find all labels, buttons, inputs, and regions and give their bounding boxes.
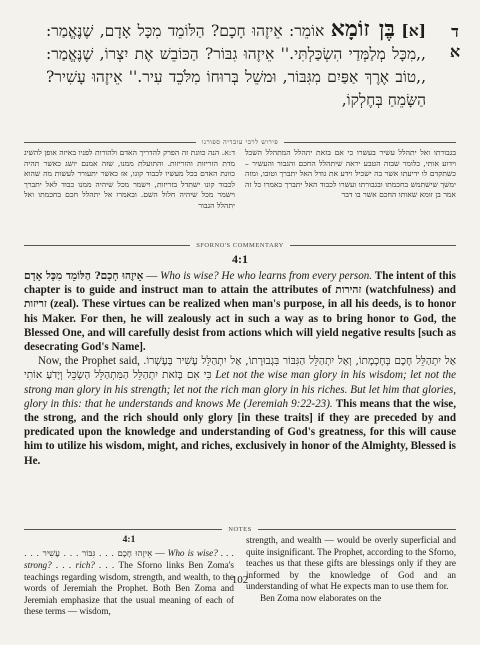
notes-title: NOTES: [228, 526, 252, 533]
margin-chapter-markers: [446, 22, 464, 62]
notes-col-left: [24, 535, 234, 645]
notes-header: [24, 526, 456, 533]
mishnah-number: [א]: [401, 21, 426, 40]
sage-name: בֶּן זוֹמָא: [330, 16, 395, 42]
sforno-hebrew-col-left: בגבורתו ואל יתהלל עשיר בעשרו כי אם בזאת יתהלל המתהלל השכל וידוע אותי, כלומר שבזה הטבע יראה שיתהלל החכם והגבור והעשיר – כשתקדם לו ידיעתו אשר בה ישכיל וידע את גודל האל יתברך וטובו, ומזה ימשך שישתמש בחכמתו ובגבורתו ועשרו לכבוד האל יתברך כאמרו כל זה אמר בן זומא שאותו החכם אשר בו דבר: [245, 148, 456, 199]
note-paragraph: . . . אֵיזֶהוּ חָכָם . . . גִּבּוֹר . . . עָשִׁיר — Who is wise? . . . strong? . . . rich? . . . The Sforno links Ben Zoma's teachings regarding wisdom, strength, and wealth, to the words of Jeremiah the Prophet. Both Ben Zoma and Jeremiah emphasize that the usual meaning of each of these terms — wisdom,: [24, 547, 235, 616]
divider: [24, 245, 190, 246]
sforno-commentary-title: SFORNO'S COMMENTARY: [196, 242, 284, 249]
notes-verse-number: 4:1: [122, 535, 136, 545]
text: The intent of this chapter is to guide and instruct man to attain the attributes of: [24, 270, 456, 297]
divider: [24, 142, 196, 143]
divider: [24, 529, 222, 530]
sforno-hebrew-header: [24, 138, 456, 146]
quote-hebrew: אַל יִתְהַלֵּל חָכָם בְּחָכְמָתוֹ, וְאַל יִתְהַלֵּל הַגִּבּוֹר בִּגְבוּרָתוֹ, אַל יִתְהַלֵּל עָשִׁיר בְּעָשְׁרוֹ. כִּי אִם בְּזֹאת יִתְהַלֵּל הַמִּתְהַלֵּל הַשְׂכֵּל וְיָדֹעַ אוֹתִי: [24, 355, 456, 382]
note-lemma-english: Who is wise? . . . strong? . . . rich? . . .: [24, 547, 235, 570]
term-hebrew: זריזות: [24, 298, 47, 311]
chapter-letter: ד: [451, 22, 459, 41]
lemma-hebrew: אֵיזֶהוּ חָכָם? הַלּוֹמֵד מִכָּל אָדָם: [24, 270, 144, 282]
divider: [290, 245, 456, 246]
mishnah-text: [46, 18, 426, 112]
lemma-english: Who is wise? He who learns from every person.: [160, 270, 373, 282]
commentary-paragraph: אֵיזֶהוּ חָכָם? הַלּוֹמֵד מִכָּל אָדָם — Who is wise? He who learns from every person. The intent of this chapter is to guide and instruct man to attain the attributes of זהירות (watchfulness) and זריזות (zeal). These virtues can be realized when man's purpose, in all his deeds, is to honor his Maker. For then, he will zealously act in such a way as to bring honor to God, the Blessed One, and will carefully desist from actions which will yield negative results [such as desecrating God's Name].: [24, 270, 456, 354]
notes-body: [24, 535, 456, 645]
commentary-paragraph: [24, 354, 456, 468]
mishnah-block: [24, 16, 461, 136]
note-lemma-hebrew: . . . אֵיזֶהוּ חָכָם . . . גִּבּוֹר . . . עָשִׁיר: [24, 548, 153, 559]
page: [24, 16, 461, 616]
sforno-hebrew-columns: [24, 148, 456, 240]
term-hebrew: זהירות: [335, 284, 362, 297]
text: This means that the wise, the strong, and the rich should only glory [in these traits] if they are preceded by and predicated upon the knowledge and understanding of God's greatness, for this will cause him to utilize his wisdom, might, and riches, exclusively in honor of the Almighty, Blessed is He.: [24, 397, 456, 467]
note-paragraph: strength, and wealth — would be overly superficial and quite insignificant. The Prophet, according to the Sforno, teaches us that these gifts are blessings only if they are informed by the knowledge of God and an understanding of what He expects man to use them for.: [246, 535, 456, 591]
text: The Sforno links Ben Zoma's teachings regarding wisdom, strength, and wealth, to the words of Jeremiah the Prophet. Both Ben Zoma and Jeremiah emphasize that the usual meaning of each of these terms — wisdom,: [24, 560, 234, 616]
mishnah-letter: א: [449, 42, 461, 61]
quote-english: Let not the wise man glory in his wisdom; let not the strong man glory in his strength; let not the rich man glory in his riches. But let him that glories, glory in this: that he understands and knows Me (Jeremiah 9:22-23).: [24, 369, 456, 410]
note-paragraph: Ben Zoma now elaborates on the: [260, 592, 382, 603]
commentary-body: [24, 269, 456, 524]
commentary-verse-number: 4:1: [232, 252, 248, 266]
divider: [284, 142, 456, 143]
sforno-hebrew-title: פירוש לרבי עובדיה ספורנו: [201, 138, 279, 146]
notes-col-right: [246, 535, 456, 645]
divider: [258, 529, 456, 530]
mishnah-body: אוֹמֵר: אֵיזֶהוּ חָכָם? הַלּוֹמֵד מִכָּל אָדָם, שֶׁנֶּאֱמַר: ,,מִכָּל מְלַמְּדַי הִשְׂכַּלְתִּי.'' אֵיזֶהוּ גִבּוֹר? הַכּוֹבֵשׁ אֶת יִצְרוֹ, שֶׁנֶּאֱמַר: ,,טוֹב אֶרֶךְ אַפַּיִם מִגִּבּוֹר, וּמשֵׁל בְּרוּחוֹ מִלֹּכֵד עִיר.'' אֵיזֶהוּ עָשִׁיר? הַשָּׂמֵחַ בְּחֶלְקוֹ,: [46, 22, 426, 109]
sforno-hebrew-col-right: ד:א. הנה כוונת זה הפרק להדריך האדם ולהורות לפניו באיזה אופן להשיג מדת הזריזות והזריזות. והתועלת ממנו, שזה אמנם יושג כאשר תהיה כוונת האדם בכל מעשיו לכבוד קונו, אז כאשר יתעורר לעשות מה שהוא לכבוד קונו ישתדל בזריזות, וישמר מכל שיהיה ממנו כבוד לאל יתברך וישמר מכל שיהיה חלול השם. ובאמרו אל יתהלל חכם בחכמתו ואל יתהלל הגבור: [24, 148, 235, 210]
text: (watchfulness) and: [365, 284, 456, 297]
sforno-commentary-header: [24, 242, 456, 249]
page-number: 102: [231, 574, 249, 586]
text: (zeal). These virtues can be realized when man's purpose, in all his deeds, is to honor his Maker. For then, he will zealously act in such a way as to bring honor to God, the Blessed One, and will carefully desist from actions which will yield negative results [such as desecrating God's Name].: [24, 298, 456, 354]
text: Now, the Prophet said,: [38, 355, 140, 368]
